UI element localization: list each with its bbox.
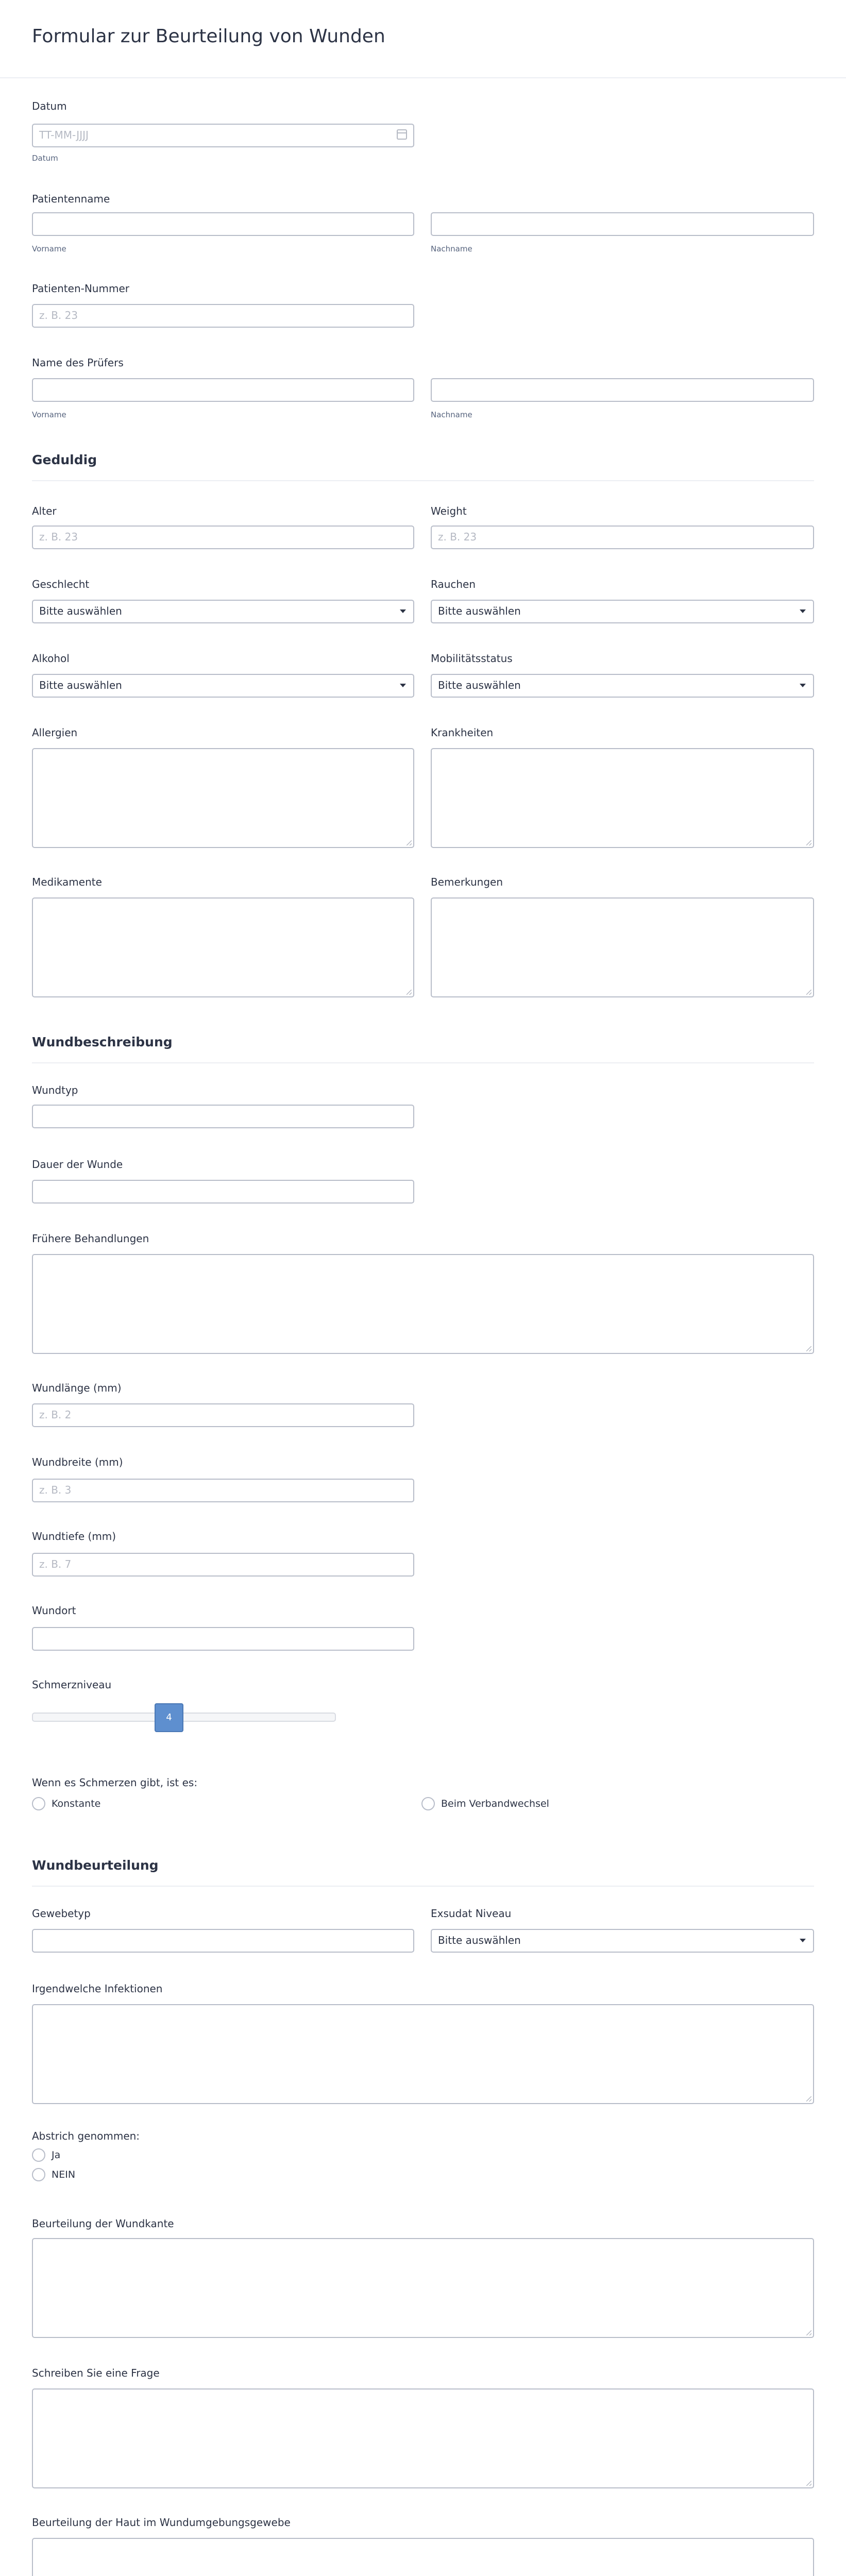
alcohol-select-value: Bitte auswählen: [39, 679, 122, 691]
gender-select-value: Bitte auswählen: [39, 605, 122, 617]
chevron-down-icon: [400, 609, 406, 613]
patient-number-label: Patienten-Nummer: [32, 282, 129, 295]
wound-width-input[interactable]: [32, 1479, 414, 1502]
wound-depth-input[interactable]: [32, 1553, 414, 1577]
smoking-label: Rauchen: [431, 578, 476, 590]
pain-constant-radio[interactable]: [32, 1797, 45, 1810]
resize-handle[interactable]: [806, 2481, 811, 2486]
pain-level-label: Schmerzniveau: [32, 1679, 112, 1691]
section-wound-description-heading: Wundbeschreibung: [32, 1035, 173, 1049]
tissue-type-label: Gewebetyp: [32, 1907, 91, 1920]
pain-dressing-change-label[interactable]: Beim Verbandwechsel: [441, 1798, 549, 1809]
patient-first-name-sublabel: Vorname: [32, 244, 66, 253]
previous-treatments-textarea[interactable]: [32, 1254, 814, 1354]
wound-length-label: Wundlänge (mm): [32, 1382, 122, 1394]
section-divider: [32, 480, 814, 481]
resize-handle[interactable]: [407, 840, 412, 845]
diseases-label: Krankheiten: [431, 726, 494, 739]
wound-duration-input[interactable]: [32, 1180, 414, 1204]
wound-length-placeholder: z. B. 2: [39, 1409, 72, 1421]
wound-depth-label: Wundtiefe (mm): [32, 1530, 116, 1543]
form-title: Formular zur Beurteilung von Wunden: [32, 26, 385, 47]
age-label: Alter: [32, 505, 57, 517]
resize-handle[interactable]: [806, 840, 811, 845]
wound-type-label: Wundtyp: [32, 1084, 78, 1096]
question-textarea[interactable]: [32, 2388, 814, 2488]
gender-select[interactable]: [32, 600, 414, 623]
allergies-label: Allergien: [32, 726, 78, 739]
examiner-first-name-sublabel: Vorname: [32, 410, 66, 419]
alcohol-label: Alkohol: [32, 652, 70, 665]
mobility-select-value: Bitte auswählen: [438, 679, 521, 691]
patient-number-input[interactable]: [32, 304, 414, 328]
section-divider: [32, 1886, 814, 1887]
question-label: Schreiben Sie eine Frage: [32, 2367, 160, 2379]
resize-handle[interactable]: [806, 990, 811, 995]
pain-constant-label[interactable]: Konstante: [52, 1798, 101, 1809]
mobility-label: Mobilitätsstatus: [431, 652, 513, 665]
date-label: Datum: [32, 100, 67, 112]
calendar-icon[interactable]: [397, 129, 407, 140]
patient-name-label: Patientenname: [32, 193, 110, 205]
medications-textarea[interactable]: [32, 897, 414, 997]
patient-number-placeholder: z. B. 23: [39, 309, 78, 321]
wound-edge-textarea[interactable]: [32, 2238, 814, 2338]
tissue-type-input[interactable]: [32, 1929, 414, 1953]
date-input[interactable]: [32, 124, 414, 147]
examiner-name-label: Name des Prüfers: [32, 357, 124, 369]
resize-handle[interactable]: [806, 2096, 811, 2102]
pain-dressing-change-radio[interactable]: [421, 1797, 435, 1810]
wound-location-input[interactable]: [32, 1627, 414, 1651]
swab-label: Abstrich genommen:: [32, 2130, 140, 2142]
section-divider: [32, 1062, 814, 1063]
header-divider: [0, 77, 846, 78]
diseases-textarea[interactable]: [431, 748, 814, 848]
chevron-down-icon: [800, 684, 806, 687]
swab-no-radio[interactable]: [32, 2168, 45, 2181]
swab-yes-radio[interactable]: [32, 2148, 45, 2162]
section-patient-heading: Geduldig: [32, 452, 97, 467]
smoking-select[interactable]: [431, 600, 814, 623]
remarks-label: Bemerkungen: [431, 876, 503, 888]
exudate-label: Exsudat Niveau: [431, 1907, 512, 1920]
wound-duration-label: Dauer der Wunde: [32, 1158, 123, 1171]
age-input[interactable]: [32, 526, 414, 549]
wound-type-input[interactable]: [32, 1105, 414, 1128]
weight-label: Weight: [431, 505, 467, 517]
chevron-down-icon: [400, 684, 406, 687]
weight-input[interactable]: [431, 526, 814, 549]
smoking-select-value: Bitte auswählen: [438, 605, 521, 617]
age-placeholder: z. B. 23: [39, 531, 78, 543]
swab-yes-label[interactable]: Ja: [52, 2149, 61, 2161]
patient-last-name-sublabel: Nachname: [431, 244, 472, 253]
infections-textarea[interactable]: [32, 2004, 814, 2104]
periwound-skin-label: Beurteilung der Haut im Wundumgebungsgewebe: [32, 2516, 291, 2529]
wound-width-placeholder: z. B. 3: [39, 1484, 72, 1496]
weight-placeholder: z. B. 23: [438, 531, 477, 543]
medications-label: Medikamente: [32, 876, 102, 888]
pain-level-slider-thumb[interactable]: 4: [155, 1703, 183, 1732]
wound-location-label: Wundort: [32, 1604, 76, 1617]
date-sublabel: Datum: [32, 154, 58, 163]
date-placeholder: TT-MM-JJJJ: [39, 129, 89, 141]
pain-question-label: Wenn es Schmerzen gibt, ist es:: [32, 1776, 198, 1789]
examiner-first-name-input[interactable]: [32, 378, 414, 402]
resize-handle[interactable]: [806, 1346, 811, 1351]
alcohol-select[interactable]: [32, 674, 414, 698]
pain-level-slider-track[interactable]: [32, 1713, 336, 1722]
wound-edge-label: Beurteilung der Wundkante: [32, 2217, 174, 2230]
examiner-last-name-sublabel: Nachname: [431, 410, 472, 419]
periwound-skin-textarea[interactable]: [32, 2538, 814, 2576]
infections-label: Irgendwelche Infektionen: [32, 1982, 163, 1995]
remarks-textarea[interactable]: [431, 897, 814, 997]
wound-width-label: Wundbreite (mm): [32, 1456, 123, 1468]
wound-length-input[interactable]: [32, 1403, 414, 1427]
wound-depth-placeholder: z. B. 7: [39, 1558, 72, 1570]
section-wound-assessment-heading: Wundbeurteilung: [32, 1858, 159, 1873]
exudate-select-value: Bitte auswählen: [438, 1934, 521, 1946]
mobility-select[interactable]: [431, 674, 814, 698]
swab-no-label[interactable]: NEIN: [52, 2169, 76, 2180]
patient-first-name-input[interactable]: [32, 212, 414, 236]
chevron-down-icon: [800, 1939, 806, 1942]
resize-handle[interactable]: [806, 2330, 811, 2335]
examiner-last-name-input[interactable]: [431, 378, 814, 402]
previous-treatments-label: Frühere Behandlungen: [32, 1232, 149, 1245]
patient-last-name-input[interactable]: [431, 212, 814, 236]
exudate-select[interactable]: [431, 1929, 814, 1953]
chevron-down-icon: [800, 609, 806, 613]
resize-handle[interactable]: [407, 990, 412, 995]
gender-label: Geschlecht: [32, 578, 90, 590]
allergies-textarea[interactable]: [32, 748, 414, 848]
